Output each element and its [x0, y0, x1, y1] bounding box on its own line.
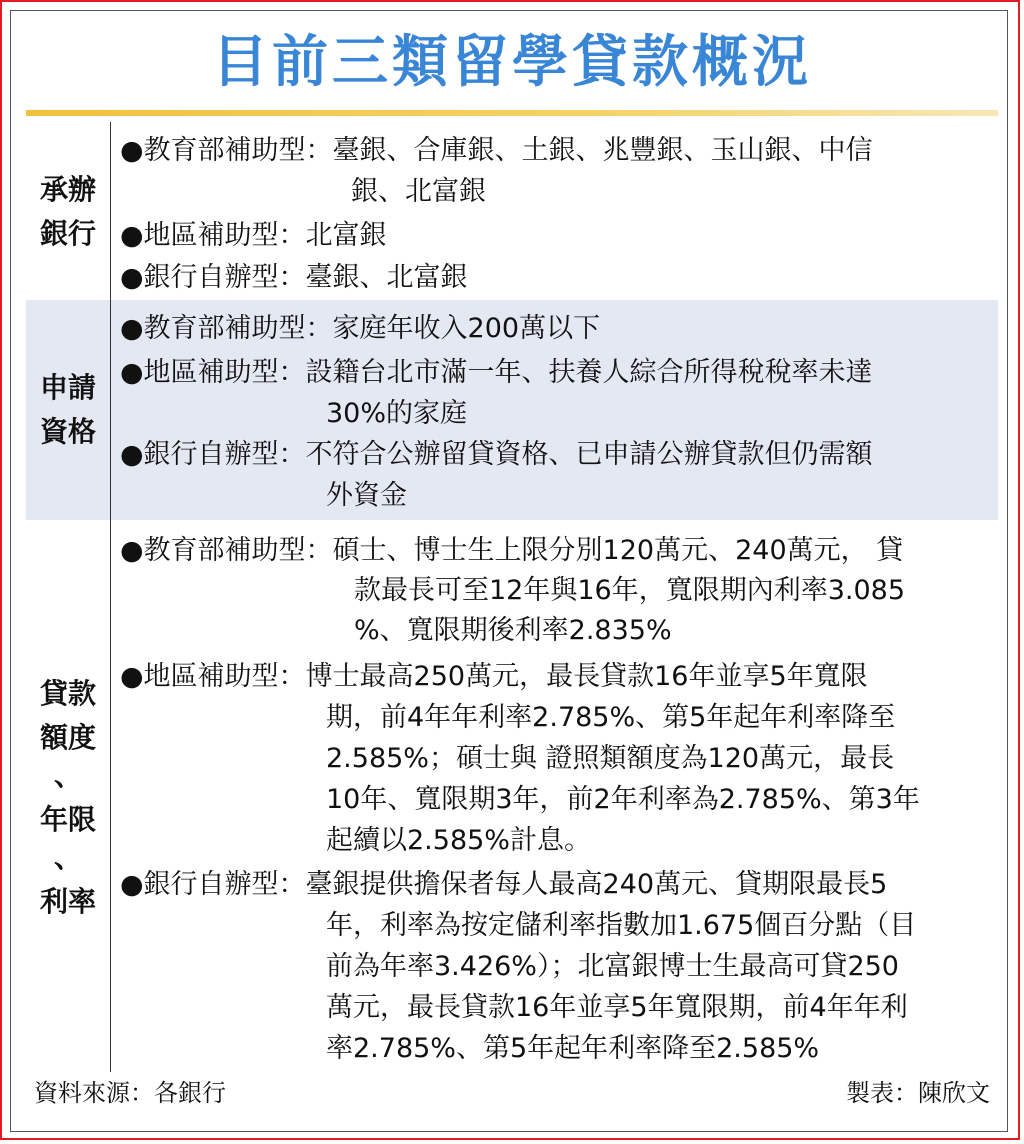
section-label: 貸款 — [39, 677, 96, 710]
section-label-column — [26, 122, 111, 300]
section-label: 額度 — [39, 721, 96, 754]
section-eligibility — [26, 300, 998, 520]
section-label: 銀行 — [39, 217, 96, 250]
section-label: 承辦 — [39, 173, 96, 206]
section-label: 申請 — [39, 371, 96, 404]
list-item-continuation: 10年、寬限期3年，前2年利率為2.785%、第3年 — [326, 784, 920, 815]
list-item: ●銀行自辦型：臺銀、北富銀 — [120, 262, 468, 293]
list-item-continuation: 30%的家庭 — [326, 398, 468, 429]
section-label: 利率 — [39, 885, 96, 918]
list-item-continuation: 外資金 — [326, 480, 407, 511]
list-item: ●教育部補助型：家庭年收入200萬以下 — [120, 313, 601, 344]
list-item: ●教育部補助型：臺銀、合庫銀、土銀、兆豐銀、玉山銀、中信 — [120, 135, 873, 166]
page-title: 目前三類留學貸款概況 — [212, 30, 812, 95]
list-item-continuation: 款最長可至12年與16年，寬限期內利率3.085 — [354, 575, 906, 606]
list-item: ●教育部補助型：碩士、博士生上限分別120萬元、240萬元， 貸 — [120, 535, 904, 566]
author-credit: 製表：陳欣文 — [846, 1079, 990, 1107]
list-item-continuation: 年，利率為按定儲利率指數加1.675個百分點（目 — [326, 910, 917, 941]
section-banks — [26, 122, 998, 300]
section-label: 年限 — [39, 803, 96, 836]
list-item-continuation: 期，前4年年利率2.785%、第5年起年利率降至 — [326, 702, 896, 733]
list-item-continuation: 前為年率3.426%）；北富銀博士生最高可貸250 — [326, 951, 899, 982]
list-item: ●地區補助型：博士最高250萬元，最長貸款16年並享5年寬限 — [120, 661, 868, 692]
list-item: ●地區補助型：北富銀 — [120, 220, 387, 251]
source-note: 資料來源：各銀行 — [34, 1079, 226, 1107]
list-item-continuation: 2.585%；碩士與 證照類額度為120萬元，最長 — [326, 743, 895, 774]
list-item-continuation: 起續以2.585%計息。 — [326, 825, 591, 856]
section-label: 、 — [53, 759, 82, 792]
section-terms — [26, 520, 998, 1072]
section-label: 資格 — [39, 415, 96, 448]
title-underline — [26, 110, 998, 116]
list-item: ●地區補助型：設籍台北市滿一年、扶養人綜合所得稅稅率未達 — [120, 357, 873, 388]
section-label-column — [26, 520, 111, 1072]
list-item-continuation: 銀、北富銀 — [351, 176, 486, 207]
section-label: 、 — [53, 841, 82, 874]
list-item-continuation: %、寬限期後利率2.835% — [354, 615, 672, 646]
section-label-column — [26, 300, 111, 520]
list-item: ●銀行自辦型：不符合公辦留貸資格、已申請公辦貸款但仍需額 — [120, 439, 873, 470]
list-item-continuation: 萬元，最長貸款16年並享5年寬限期，前4年年利 — [326, 992, 908, 1023]
list-item: ●銀行自辦型：臺銀提供擔保者每人最高240萬元、貸期限最長5 — [120, 869, 888, 900]
list-item-continuation: 率2.785%、第5年起年利率降至2.585% — [326, 1033, 820, 1064]
